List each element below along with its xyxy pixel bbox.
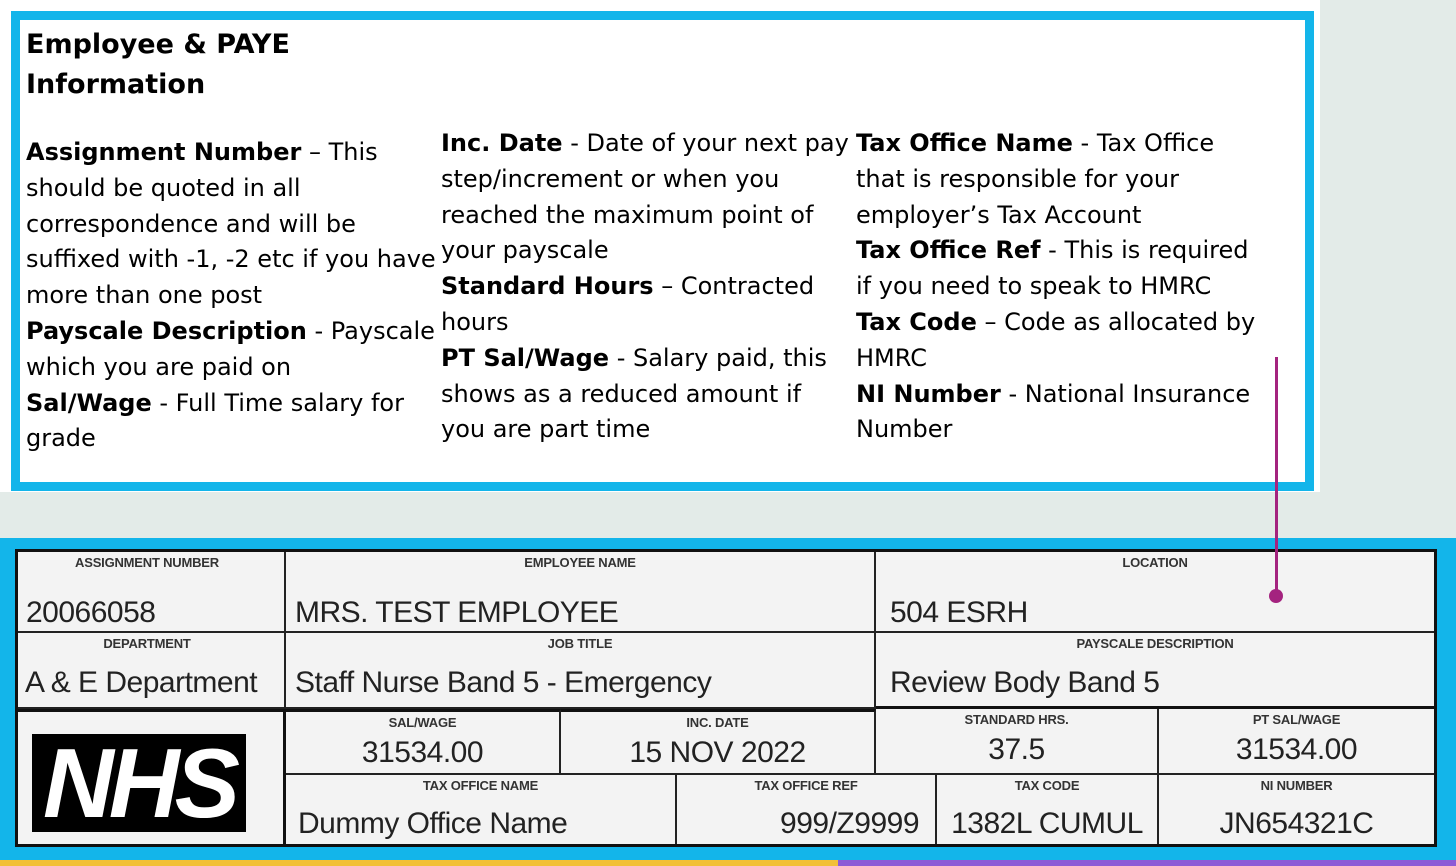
tax-office-name-label: TAX OFFICE NAME bbox=[422, 778, 539, 793]
definition-standard-hours bbox=[441, 269, 851, 341]
standard-hrs-cell bbox=[876, 709, 1159, 775]
term: Tax Office Name bbox=[856, 129, 1073, 157]
info-column-3 bbox=[856, 126, 1266, 448]
assignment-number-cell bbox=[18, 552, 286, 633]
term: NI Number bbox=[856, 379, 1001, 408]
description: - This is required if you need to speak to HMRC bbox=[856, 236, 1249, 301]
tax-code-cell bbox=[937, 775, 1159, 844]
employee-name-cell bbox=[286, 552, 876, 633]
term: Inc. Date bbox=[441, 129, 563, 157]
definition-ni-number bbox=[856, 377, 1266, 449]
definition-sal-wage bbox=[26, 386, 444, 458]
location-value: 504 ESRH bbox=[890, 596, 1028, 629]
standard-hrs-value: 37.5 bbox=[988, 733, 1045, 766]
description: - Full Time salary for grade bbox=[26, 388, 404, 453]
pointer-dot bbox=[1269, 589, 1283, 603]
term: Payscale Description bbox=[26, 316, 307, 345]
assignment-number-value: 20066058 bbox=[26, 596, 156, 629]
inc-date-value: 15 NOV 2022 bbox=[629, 736, 806, 769]
ni-number-value: JN654321C bbox=[1219, 807, 1374, 840]
definition-inc-date bbox=[441, 126, 851, 269]
definition-assignment-number bbox=[26, 135, 444, 314]
description: – This should be quoted in all correspondence and will be suffixed with -1, -2 etc if you have more than one post bbox=[26, 138, 436, 310]
bottom-stripe-purple bbox=[838, 860, 1456, 866]
pt-sal-wage-label: PT SAL/WAGE bbox=[1252, 712, 1341, 727]
bottom-stripe-yellow bbox=[0, 860, 838, 866]
tax-office-name-cell bbox=[286, 775, 677, 844]
tax-office-ref-label: TAX OFFICE REF bbox=[754, 778, 858, 793]
definition-tax-office-name bbox=[856, 126, 1266, 233]
standard-hrs-label: STANDARD HRS. bbox=[964, 712, 1069, 727]
ni-number-cell bbox=[1159, 775, 1434, 844]
employee-name-value: MRS. TEST EMPLOYEE bbox=[295, 596, 619, 629]
tax-office-ref-cell bbox=[677, 775, 937, 844]
pt-sal-wage-value: 31534.00 bbox=[1235, 733, 1358, 766]
description: – Contracted hours bbox=[441, 272, 815, 336]
payscale-description-value: Review Body Band 5 bbox=[890, 666, 1160, 699]
term: Assignment Number bbox=[26, 138, 302, 166]
nhs-logo bbox=[32, 728, 246, 838]
inc-date-label: INC. DATE bbox=[686, 715, 749, 730]
assignment-number-label: ASSIGNMENT NUMBER bbox=[75, 555, 219, 570]
description: - Date of your next pay step/increment or when you reached the maximum point of your payscale bbox=[441, 129, 849, 265]
definition-tax-office-ref bbox=[856, 233, 1266, 305]
pointer-line bbox=[1275, 357, 1278, 593]
department-value: A & E Department bbox=[25, 666, 258, 699]
info-column-2 bbox=[441, 126, 851, 448]
tax-code-value: 1382L CUMUL bbox=[951, 807, 1143, 840]
logo-cell bbox=[18, 709, 286, 844]
location-label: LOCATION bbox=[1122, 555, 1188, 570]
job-title-value: Staff Nurse Band 5 - Emergency bbox=[295, 666, 712, 699]
pt-sal-wage-cell bbox=[1159, 709, 1434, 775]
tax-code-label: TAX CODE bbox=[1014, 778, 1080, 793]
info-title: Employee & PAYE Information bbox=[26, 29, 290, 100]
payscale-description-label: PAYSCALE DESCRIPTION bbox=[1076, 636, 1234, 651]
description: - National Insurance Number bbox=[856, 379, 1251, 444]
definition-pt-sal-wage bbox=[441, 341, 851, 448]
ni-number-label: NI NUMBER bbox=[1260, 778, 1333, 793]
definition-payscale-description bbox=[26, 314, 444, 386]
payslip-header bbox=[15, 549, 1437, 847]
payscale-description-cell bbox=[876, 633, 1434, 709]
description: - Payscale which you are paid on bbox=[26, 316, 435, 381]
employee-name-label: EMPLOYEE NAME bbox=[524, 555, 636, 570]
job-title-cell bbox=[286, 633, 876, 709]
sal-wage-value: 31534.00 bbox=[361, 736, 484, 769]
term: Tax Code bbox=[856, 307, 977, 336]
tax-office-ref-value: 999/Z9999 bbox=[780, 807, 919, 840]
department-cell bbox=[18, 633, 286, 709]
sal-wage-cell bbox=[286, 709, 561, 775]
definition-tax-code bbox=[856, 305, 1266, 377]
description: - Tax Office that is responsible for your employer’s Tax Account bbox=[856, 129, 1215, 229]
term: Standard Hours bbox=[441, 272, 654, 301]
tax-office-name-value: Dummy Office Name bbox=[298, 807, 568, 840]
description: - Salary paid, this shows as a reduced amount if you are part time bbox=[441, 343, 827, 444]
term: Sal/Wage bbox=[26, 388, 152, 417]
job-title-label: JOB TITLE bbox=[547, 636, 613, 651]
term: PT Sal/Wage bbox=[441, 343, 610, 372]
department-label: DEPARTMENT bbox=[103, 636, 191, 651]
sal-wage-label: SAL/WAGE bbox=[388, 715, 457, 730]
inc-date-cell bbox=[561, 709, 876, 775]
nhs-logo-text: NHS bbox=[43, 728, 235, 838]
description: – Code as allocated by HMRC bbox=[856, 307, 1256, 372]
term: Tax Office Ref bbox=[856, 236, 1041, 265]
location-cell bbox=[876, 552, 1434, 633]
info-column-1 bbox=[26, 135, 444, 457]
